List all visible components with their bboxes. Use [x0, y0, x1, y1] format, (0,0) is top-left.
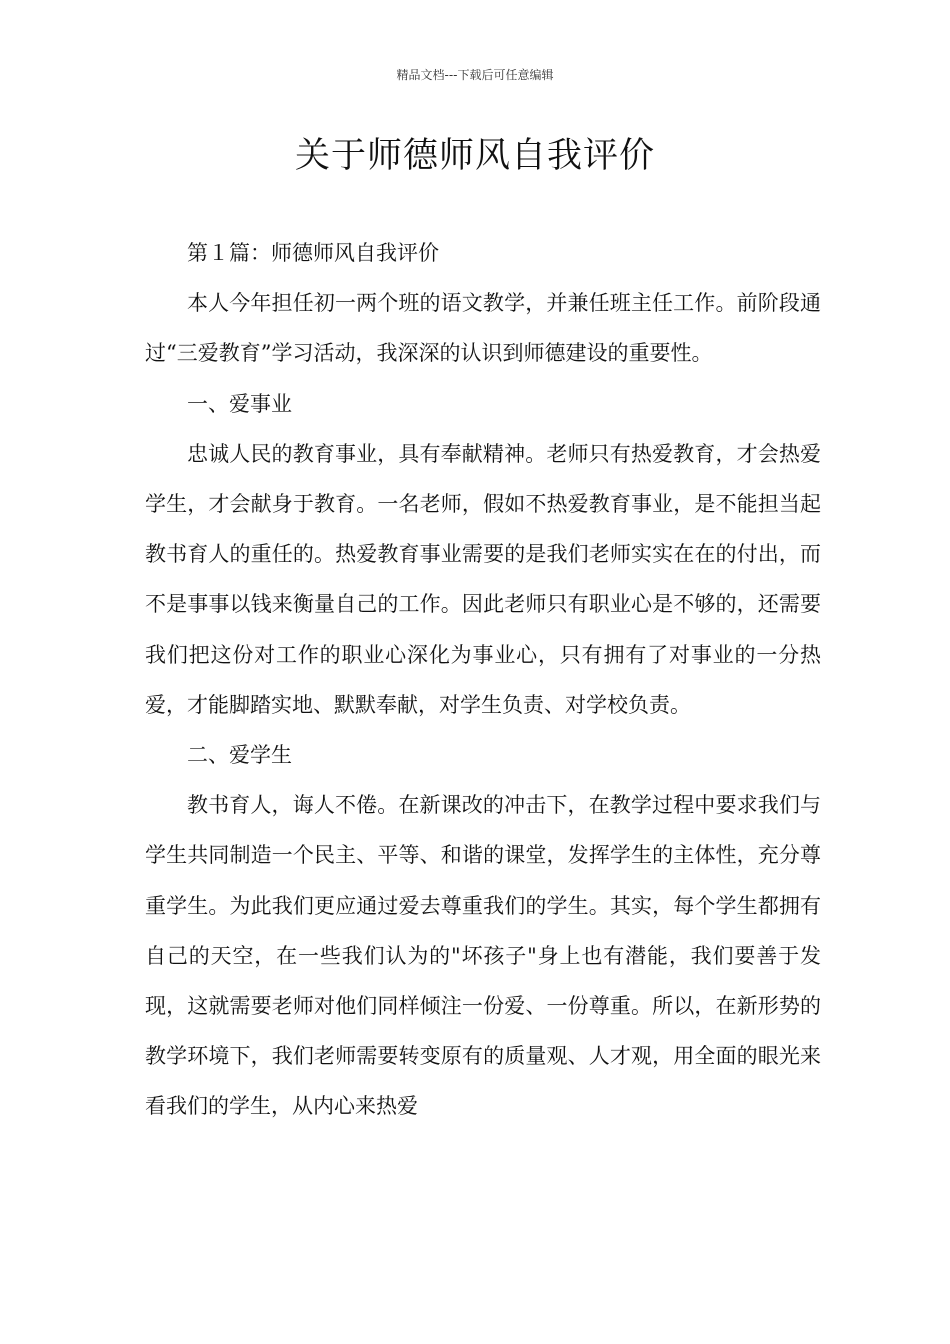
paragraph: 本人今年担任初一两个班的语文教学，并兼任班主任工作。前阶段通过“三爱教育”学习活动，我深深的认识到师德建设的重要性。: [145, 291, 821, 366]
page-title: 关于师德师风自我评价: [294, 136, 655, 176]
document-body: [145, 228, 821, 1132]
section-heading: 一、爱事业: [187, 391, 292, 416]
paragraph: 教书育人，诲人不倦。在新课改的冲击下，在教学过程中要求我们与学生共同制造一个民主、平等、和谐的课堂，发挥学生的主体性，充分尊重学生。为此我们更应通过爱去尊重我们的学生。其实，每个学生都拥有自己的天空，在一些我们认为的"坏孩子"身上也有潜能，我们要善于发现，这就需要老师对他们同样倾注一份爱、一份尊重。所以，在新形势的教学环境下，我们老师需要转变原有的质量观、人才观，用全面的眼光来看我们的学生，从内心来热爱: [145, 793, 821, 1119]
paragraph: 忠诚人民的教育事业，具有奉献精神。老师只有热爱教育，才会热爱学生，才会献身于教育。一名老师，假如不热爱教育事业，是不能担当起教书育人的重任的。热爱教育事业需要的是我们老师实实在在的付出，而不是事事以钱来衡量自己的工作。因此老师只有职业心是不够的，还需要我们把这份对工作的职业心深化为事业心，只有拥有了对事业的一分热爱，才能脚踏实地、默默奉献，对学生负责、对学校负责。: [145, 441, 821, 717]
section-heading: 二、爱学生: [187, 743, 292, 768]
section-heading: 第１篇：师德师风自我评价: [187, 241, 439, 265]
header-note: 精品文档---下载后可任意编辑: [396, 68, 554, 82]
